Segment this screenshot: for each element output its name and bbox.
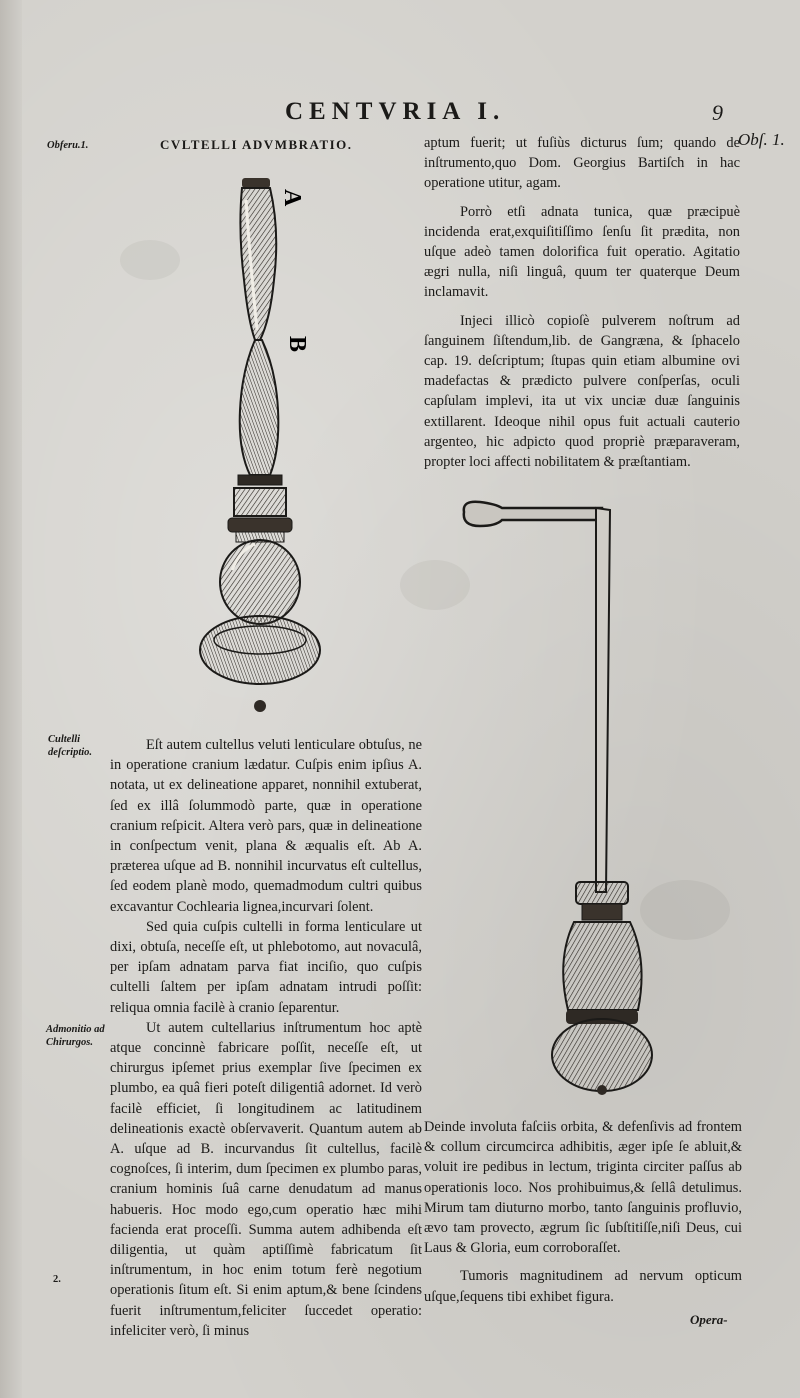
margin-note-cultelli: Cultelli deſcriptio.: [48, 734, 93, 758]
figure-caption: CVLTELLI ADVMBRATIO.: [160, 137, 353, 152]
plate-label-a: A: [279, 189, 305, 207]
margin-note-obs-right: Obſ. 1.: [738, 130, 785, 149]
page-number: 9: [712, 100, 723, 125]
running-header: [0, 96, 800, 136]
margin-note-obs-left: Obferu.1.: [47, 140, 89, 151]
margin-note-admonitio: Admonitio ad Chirurgos.: [46, 1024, 105, 1048]
paragraph: Injeci illicò copioſè pulverem noſtrum ad ſanguinem ſiſtendum,lib. de Gangræna, & ſphacelo cap. 19. deſcriptum; ſtupas quin etiam albumine ovi madefactas & prædicto pulvere conſperſas, oculi capſulam implevi, ita ut vix unciæ duæ ſanguinis extillarent. Ideoque nihil opus fuit actuali cauterio argenteo, hic adpicto quod propriè præparaveram, propter loci affecti nobilitatem & præſtantiam.: [424, 312, 740, 471]
left-column-bottom-text: [110, 735, 422, 1341]
cautery-illustration: [456, 490, 676, 1100]
paragraph: Sed quia cuſpis cultelli in forma lenticulare ut dixi, obtuſa, neceſſe eſt, ut phlebotomo, aut novaculâ, per ipſam adnatam parva fiat inciſio, quo cuſpis cultelli ſaltem per ipſam adnatam intrudi poſſit: reliqua omnia facilè à cranio ſeparentur.: [110, 918, 422, 1016]
right-column-top-text: [424, 133, 740, 472]
stain: [120, 240, 180, 280]
catchword: Opera-: [690, 1312, 728, 1327]
running-title: CENTVRIA I.: [285, 98, 506, 125]
paragraph: Eſt autem cultellus veluti lenticulare obtuſus, ne in operatione cranium lædatur. Cuſpis enim ipſius A. notata, ut ex delineatione apparet, nonnihil extuberat, ſed ex illâ ſolummodò parte, quæ in operatione cranium reſpicit. Altera verò pars, quæ in delineatione in conſpectum venit, plana & æqualis eſt. Ab A. præterea uſque ad B. nonnihil incurvatus eſt cultellus, ſed eodem planè modo, quemadmodum cultri quibus excavantur Cochlearia lignea,incurvari ſolent.: [110, 737, 422, 915]
paragraph: Porrò etſi adnata tunica, quæ præcipuè incidenda erat,exquiſitiſſimo ſenſu ſit prædita, non uſque adeò tamen dolorifica fuit operatio. Agitatio ægri nulla, niſi linguâ, quum ter quaterque Deum inclamavit.: [424, 203, 740, 301]
right-column-bottom-text: [424, 1117, 742, 1307]
paragraph: aptum fuerit; ut fuſiùs dicturus ſum; quando de inſtrumento,quo Dom. Georgius Bartiſch in hac operatione utitur, agam.: [424, 135, 740, 192]
plate-label-b: B: [284, 336, 310, 353]
paragraph: Ut autem cultellarius inſtrumentum hoc aptè atque concinnè fabricare poſſit, neceſſe eſt, ut chirurgus ipſemet prius exemplar ſive ſpecimen ex plumbo, ea quâ fieri poteſt diligentiâ adornet. Id verò facilè efficiet, ſi longitudinem ac latitudinem delineationis exactè obſervaverit. Quantum autem ab A. uſque ad B. incurvandus ſit cultellus, facilè cognoſces, ſi interim, dum ſpecimen ex plumbo paras, cranium hominis ſuâ carne denudatum ad manus habueris. Hoc modo ego,cum operatio hæc mihi facienda erat proceſſi. Summa autem adhibenda eſt diligentia, ut quàm aptiſſimè fabricatum ſit inſtrumentum, in hoc enim totum ferè negotium operationis ſitum eſt. Si enim aptum,& bene ſcindens fuerit inſtrumentum,feliciter ſuccedet operatio: infeliciter verò, ſi minus: [110, 1019, 422, 1339]
page-gutter: [0, 0, 22, 1398]
margin-note-number: 2.: [53, 1274, 61, 1285]
knife-illustration: [180, 170, 380, 730]
paragraph: Deinde involuta faſciis orbita, & defenſivis ad frontem & collum circumcirca adhibitis, æger ipſe ſe abluit,& voluit ire pedibus in lectum, triginta circiter paſſus ab operationis loco. Nos prohibuimus,& ſellâ detulimus. Mirum tam diuturno morbo, tanto ſanguinis profluvio, ævo tam provecto, ægrum ſic ſubſtitiſſe,niſi Deus, cui Laus & Gloria, eum corroboraſſet.: [424, 1119, 742, 1257]
paragraph: Tumoris magnitudinem ad nervum opticum uſque,ſequens tibi exhibet figura.: [424, 1268, 742, 1305]
